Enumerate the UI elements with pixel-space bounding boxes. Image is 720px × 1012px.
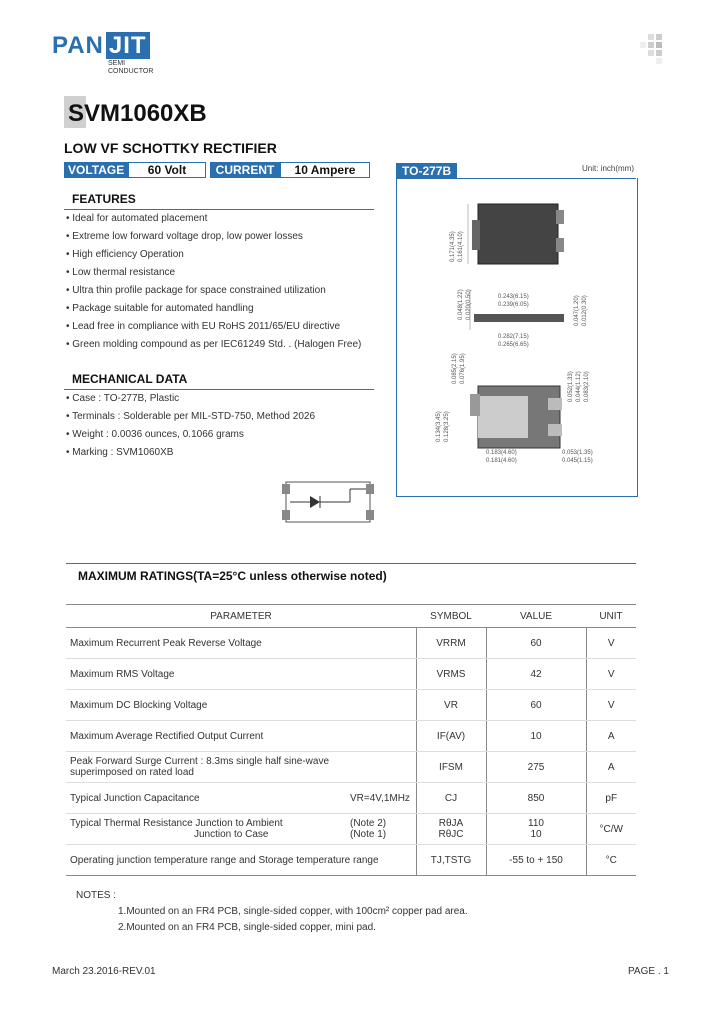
- list-item: • Low thermal resistance: [66, 264, 361, 282]
- logo-sub-line-1: SEMI: [108, 60, 126, 67]
- param-cell: Maximum DC Blocking Voltage: [66, 690, 346, 721]
- symbol-cell: TJ,TSTG: [416, 845, 486, 876]
- value-cell: -55 to + 150: [486, 845, 586, 876]
- notes-section: [76, 888, 468, 936]
- dim-label: 0.128(3.25): [444, 411, 450, 442]
- table-row: [66, 845, 636, 876]
- mechanical-heading: MECHANICAL DATA: [72, 372, 188, 386]
- unit-note: Unit: inch(mm): [582, 164, 635, 173]
- list-item: • Weight : 0.0036 ounces, 0.1066 grams: [66, 426, 315, 444]
- param-line: Typical Thermal Resistance Junction to Ambient: [70, 818, 283, 829]
- dim-label: 0.265(6.65): [498, 342, 529, 348]
- notes-heading: NOTES :: [76, 890, 117, 901]
- unit-cell: V: [586, 628, 636, 659]
- list-item: • Ultra thin profile package for space constrained utilization: [66, 282, 361, 300]
- cond-line: (Note 1): [350, 829, 387, 840]
- dim-label: 0.083(2.10): [584, 371, 590, 402]
- features-heading: FEATURES: [72, 192, 136, 206]
- list-item: • Ideal for automated placement: [66, 210, 361, 228]
- param-cell: Maximum Average Rectified Output Current: [66, 721, 346, 752]
- ratings-heading: MAXIMUM RATINGS(TA=25°C unless otherwise noted): [78, 569, 387, 583]
- list-item: • Case : TO-277B, Plastic: [66, 390, 315, 408]
- dim-label: 0.048(1.22): [458, 289, 464, 320]
- param-line: Junction to Case: [194, 829, 269, 840]
- diode-schematic-icon: [280, 476, 376, 528]
- symbol-line: RθJC: [438, 829, 464, 840]
- ratings-table: [66, 604, 636, 876]
- dim-label: 0.053(1.35): [562, 450, 593, 456]
- value-cell: 60: [486, 628, 586, 659]
- unit-cell: A: [586, 752, 636, 783]
- note-item: 1.Mounted on an FR4 PCB, single-sided copper, with 100cm² copper pad area.: [118, 906, 468, 917]
- table-row: [66, 721, 636, 752]
- ratings-divider: [66, 563, 636, 564]
- list-item: • Package suitable for automated handling: [66, 300, 361, 318]
- unit-cell: A: [586, 721, 636, 752]
- cond-cell: [346, 659, 416, 690]
- dim-label: 0.012(0.30): [582, 295, 588, 326]
- symbol-cell: [416, 814, 486, 845]
- revision-date: March 23.2016-REV.01: [52, 966, 156, 977]
- dim-label: 0.052(1.33): [568, 371, 574, 402]
- table-row: [66, 752, 636, 783]
- param-cell: Maximum Recurrent Peak Reverse Voltage: [66, 628, 346, 659]
- column-header: PARAMETER: [66, 605, 416, 628]
- value-line: 10: [530, 829, 542, 840]
- spec-row: [64, 162, 370, 178]
- list-item: • Marking : SVM1060XB: [66, 444, 315, 462]
- dim-label: 0.044(1.12): [576, 371, 582, 402]
- corner-decoration-icon: [636, 34, 668, 66]
- mechanical-list: [66, 390, 315, 462]
- value-cell: [486, 814, 586, 845]
- logo-text-pan: PAN: [52, 32, 104, 59]
- param-cell: [66, 814, 346, 845]
- product-subtitle: LOW VF SCHOTTKY RECTIFIER: [64, 140, 277, 156]
- dim-label: 0.243(6.15): [498, 294, 529, 300]
- logo-sub-line-2: CONDUCTOR: [108, 68, 154, 75]
- column-header: VALUE: [486, 605, 586, 628]
- symbol-cell: IFSM: [416, 752, 486, 783]
- logo-text-jit: JIT: [106, 32, 150, 59]
- cond-cell: [346, 690, 416, 721]
- symbol-cell: VRRM: [416, 628, 486, 659]
- list-item: • Extreme low forward voltage drop, low power losses: [66, 228, 361, 246]
- value-cell: 10: [486, 721, 586, 752]
- cond-cell: [346, 752, 416, 783]
- voltage-value: 60 Volt: [128, 162, 206, 178]
- table-row: [66, 814, 636, 845]
- note-item: 2.Mounted on an FR4 PCB, single-sided copper, mini pad.: [118, 922, 376, 933]
- symbol-cell: VR: [416, 690, 486, 721]
- dim-label: 0.161(4.10): [458, 231, 464, 262]
- cond-cell: [346, 721, 416, 752]
- dim-label: 0.045(1.15): [562, 458, 593, 464]
- value-line: 110: [528, 818, 544, 829]
- column-header: UNIT: [586, 605, 636, 628]
- dim-label: 0.047(1.20): [574, 295, 580, 326]
- unit-cell: V: [586, 659, 636, 690]
- dim-label: 0.076(1.95): [460, 353, 466, 384]
- dim-label: 0.239(6.05): [498, 302, 529, 308]
- unit-cell: V: [586, 690, 636, 721]
- list-item: • Terminals : Solderable per MIL-STD-750, Method 2026: [66, 408, 315, 426]
- table-row: [66, 659, 636, 690]
- dim-label: 0.282(7.15): [498, 334, 529, 340]
- symbol-line: RθJA: [438, 818, 464, 829]
- panjit-logo: [52, 32, 150, 60]
- table-row: [66, 690, 636, 721]
- dim-label: 0.134(3.45): [436, 411, 442, 442]
- unit-cell: °C/W: [586, 814, 636, 845]
- list-item: • High efficiency Operation: [66, 246, 361, 264]
- features-list: [66, 210, 361, 354]
- param-cell: Operating junction temperature range and Storage temperature range: [66, 845, 416, 876]
- param-cell: Typical Junction Capacitance: [66, 783, 346, 814]
- param-cell: Peak Forward Surge Current : 8.3ms single half sine-wave superimposed on rated load: [66, 752, 346, 783]
- current-label: CURRENT: [210, 162, 280, 178]
- page-number: PAGE . 1: [628, 966, 669, 977]
- logo-subtitle: [108, 60, 153, 76]
- package-name: TO-277B: [396, 163, 457, 179]
- param-cell: Maximum RMS Voltage: [66, 659, 346, 690]
- dim-label: 0.171(4.35): [450, 231, 456, 262]
- unit-cell: °C: [586, 845, 636, 876]
- cond-cell: VR=4V,1MHz: [346, 783, 416, 814]
- dim-label: 0.020(0.50): [466, 289, 472, 320]
- dim-label: 0.085(2.15): [452, 353, 458, 384]
- cond-line: (Note 2): [350, 818, 387, 829]
- symbol-cell: CJ: [416, 783, 486, 814]
- value-cell: 275: [486, 752, 586, 783]
- value-cell: 850: [486, 783, 586, 814]
- page-title: SVM1060XB: [68, 100, 207, 127]
- value-cell: 60: [486, 690, 586, 721]
- unit-cell: pF: [586, 783, 636, 814]
- cond-cell: [346, 814, 416, 845]
- symbol-cell: IF(AV): [416, 721, 486, 752]
- package-drawing: [400, 180, 632, 492]
- list-item: • Green molding compound as per IEC61249 Std. . (Halogen Free): [66, 336, 361, 354]
- current-value: 10 Ampere: [280, 162, 370, 178]
- symbol-cell: VRMS: [416, 659, 486, 690]
- dim-label: 0.183(4.60): [486, 450, 517, 456]
- table-row: [66, 628, 636, 659]
- voltage-label: VOLTAGE: [64, 162, 128, 178]
- value-cell: 42: [486, 659, 586, 690]
- cond-cell: [346, 628, 416, 659]
- column-header: SYMBOL: [416, 605, 486, 628]
- list-item: • Lead free in compliance with EU RoHS 2011/65/EU directive: [66, 318, 361, 336]
- table-row: [66, 783, 636, 814]
- dim-label: 0.181(4.60): [486, 458, 517, 464]
